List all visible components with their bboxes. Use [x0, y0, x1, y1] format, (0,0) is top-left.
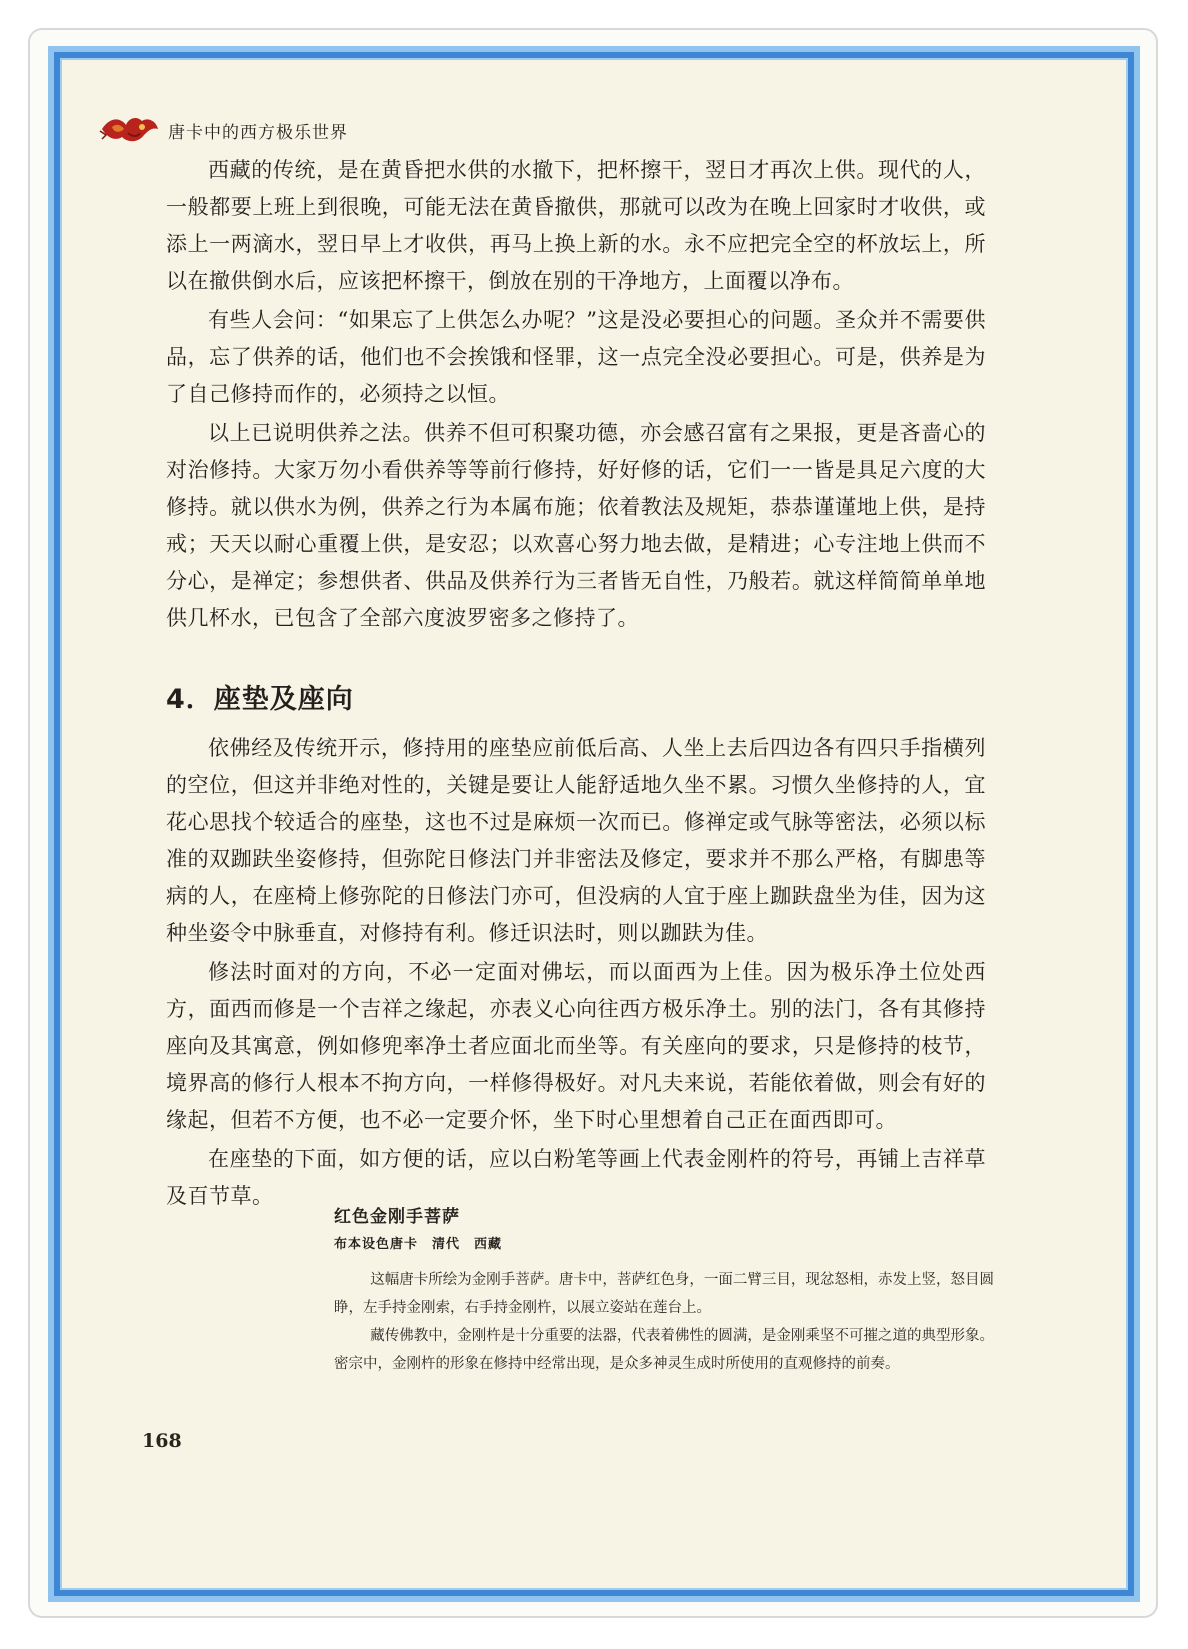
main-text [166, 152, 986, 1215]
page-number: 168 [142, 1430, 182, 1452]
caption-paragraph: 这幅唐卡所绘为金刚手菩萨。唐卡中，菩萨红色身，一面二臂三目，现忿怒相，赤发上竖，怒目圆睁，左手持金刚索，右手持金刚杵，以展立姿站在莲台上。 [334, 1272, 994, 1316]
caption-paragraph: 藏传佛教中，金刚杵是十分重要的法器，代表着佛性的圆满，是金刚乘坚不可摧之道的典型形象。密宗中，金刚杵的形象在修持中经常出现，是众多神灵生成时所使用的直观修持的前奏。 [334, 1328, 994, 1372]
paragraph: 依佛经及传统开示，修持用的座垫应前低后高、人坐上去后四边各有四只手指横列的空位，但这并非绝对性的，关键是要让人能舒适地久坐不累。习惯久坐修持的人，宜花心思找个较适合的座垫，这也不过是麻烦一次而已。修禅定或气脉等密法，必须以标准的双跏趺坐姿修持，但弥陀日修法门并非密法及修定，要求并不那么严格，有脚患等病的人，在座椅上修弥陀的日修法门亦可，但没病的人宜于座上跏趺盘坐为佳，因为这种坐姿令中脉垂直，对修持有利。修迁识法时，则以跏趺为佳。 [166, 736, 986, 945]
book-page [62, 60, 1126, 1588]
paragraph: 修法时面对的方向，不必一定面对佛坛，而以面西为上佳。因为极乐净土位处西方，面西而修是一个吉祥之缘起，亦表义心向往西方极乐净土。别的法门，各有其修持座向及其寓意，例如修兜率净土者应面北而坐等。有关座向的要求，只是修持的枝节，境界高的修行人根本不拘方向，一样修得极好。对凡夫来说，若能依着做，则会有好的缘起，但若不方便，也不必一定要介怀，坐下时心里想着自己正在面西即可。 [166, 960, 986, 1132]
header-title: 唐卡中的西方极乐世界 [168, 122, 348, 143]
running-header [98, 112, 348, 148]
caption-title: 红色金刚手菩萨 [334, 1207, 460, 1227]
paragraph: 在座垫的下面，如方便的话，应以白粉笔等画上代表金刚杵的符号，再铺上吉祥草及百节草。 [166, 1147, 986, 1208]
paragraph: 以上已说明供养之法。供养不但可积聚功德，亦会感召富有之果报，更是吝啬心的对治修持。大家万勿小看供养等等前行修持，好好修的话，它们一一皆是具足六度的大修持。就以供水为例，供养之行为本属布施；依着教法及规矩，恭恭谨谨地上供，是持戒；天天以耐心重覆上供，是安忍；以欢喜心努力地去做，是精进；心专注地上供而不分心，是禅定；参想供者、供品及供养行为三者皆无自性，乃般若。就这样简简单单地供几杯水，已包含了全部六度波罗密多之修持了。 [166, 421, 986, 630]
dragon-ornament-icon [98, 113, 162, 147]
caption-subtitle: 布本设色唐卡 清代 西藏 [334, 1237, 503, 1252]
image-caption [334, 1202, 994, 1378]
section-heading: 4．座垫及座向 [166, 684, 354, 715]
paragraph: 有些人会问：“如果忘了上供怎么办呢？”这是没必要担心的问题。圣众并不需要供品，忘了供养的话，他们也不会挨饿和怪罪，这一点完全没必要担心。可是，供养是为了自己修持而作的，必须持之以恒。 [166, 308, 986, 406]
paragraph: 西藏的传统，是在黄昏把水供的水撤下，把杯擦干，翌日才再次上供。现代的人，一般都要上班上到很晚，可能无法在黄昏撤供，那就可以改为在晚上回家时才收供，或添上一两滴水，翌日早上才收供，再马上换上新的水。永不应把完全空的杯放坛上，所以在撤供倒水后，应该把杯擦干，倒放在别的干净地方，上面覆以净布。 [166, 158, 986, 293]
